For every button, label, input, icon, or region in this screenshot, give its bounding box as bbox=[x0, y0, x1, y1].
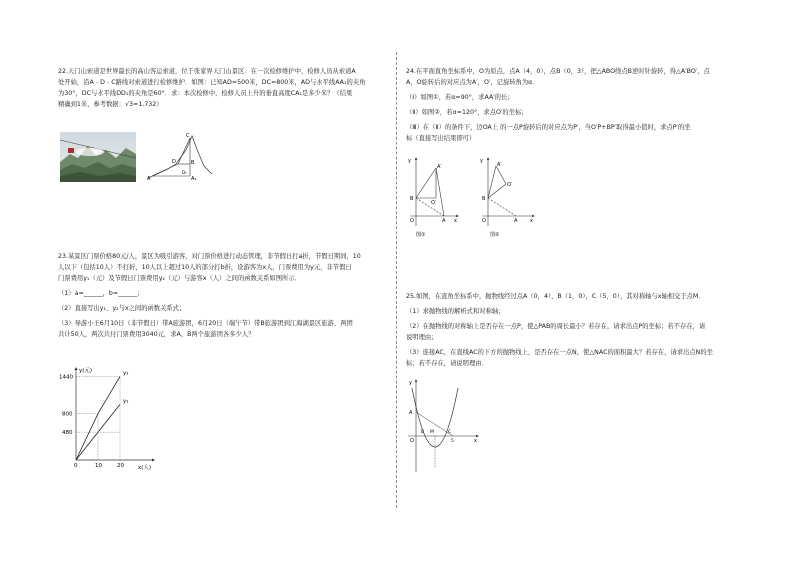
svg-text:C: C bbox=[186, 133, 190, 139]
svg-text:B: B bbox=[421, 430, 425, 435]
svg-text:B: B bbox=[191, 160, 195, 166]
x-axis-label: x(人) bbox=[138, 465, 152, 470]
q23-graph bbox=[58, 366, 158, 470]
q23-sub1: （1）a=______，b=______； bbox=[58, 290, 144, 297]
series-label-y2: y₂ bbox=[123, 370, 129, 377]
svg-text:B: B bbox=[482, 196, 486, 202]
svg-text:A: A bbox=[514, 218, 518, 224]
x-tick-20: 20 bbox=[117, 463, 124, 469]
q24-sub1: （Ⅰ）如图①，若α=90°，求AA′的长； bbox=[406, 94, 514, 101]
q24-line2: A，O旋转后的对应点为A′，O′，记旋转角为α． bbox=[406, 79, 539, 86]
svg-text:y: y bbox=[409, 380, 412, 386]
svg-text:y: y bbox=[480, 158, 483, 164]
svg-text:A₁: A₁ bbox=[191, 176, 197, 182]
svg-text:O: O bbox=[410, 218, 414, 224]
svg-text:x: x bbox=[474, 438, 477, 444]
q25-sub3b: 标；若不存在，请说明理由． bbox=[406, 360, 488, 367]
q25-sub2b: 说明理由； bbox=[406, 334, 438, 341]
q23-sub3: （3）导游小王6月10日（非节假日）带A旅游团，6月20日（端午节）带B旅游团到江海湖景区旅游，两团 bbox=[58, 320, 353, 327]
x-tick-10: 10 bbox=[95, 463, 102, 469]
q22-line4: 精确到1米，参考数据：√3≈1.732） bbox=[58, 101, 163, 108]
q24-figure-1 bbox=[406, 156, 460, 240]
q22-line1: 22.天门山索道是世界最长的高山客运索道，位于张家界天门山景区．在一次检修维护中，检修人员从索道A bbox=[58, 68, 356, 75]
svg-text:O′: O′ bbox=[507, 182, 513, 188]
svg-text:A′: A′ bbox=[437, 164, 442, 170]
x-tick-0: 0 bbox=[74, 463, 78, 469]
y-tick-480: 480 bbox=[62, 430, 73, 437]
svg-text:A: A bbox=[442, 218, 446, 224]
q25-sub3: （3）连接AC，在直线AC的下方的抛物线上，是否存在一点N，使△NAC的面积最大？若存在，请求出点N的坐 bbox=[406, 349, 713, 356]
question-22 bbox=[58, 66, 380, 110]
svg-text:D₁: D₁ bbox=[182, 170, 187, 175]
question-25 bbox=[406, 291, 746, 369]
q23-line3: 门票费用y₁（元）及节假日门票费用y₂（元）与游客x（人）之间的函数关系如图所示． bbox=[58, 275, 301, 282]
q25-sub1: （1）求抛物线的解析式和对称轴； bbox=[406, 308, 505, 315]
q22-line3: 为30°，DC与水平线DD₁的夹角是60°．求：本次检修中，检修人员上升的垂直高度CA₁是多少米？（结果 bbox=[58, 90, 353, 97]
svg-text:5: 5 bbox=[451, 439, 454, 444]
q25-sub2: （2）在抛物线的对称轴上是否存在一点P，使△PAB的周长最小？若存在，请求出点P的坐标；若不存在，请 bbox=[406, 323, 706, 330]
cable-car-photo bbox=[60, 132, 136, 182]
fig2-caption: 图② bbox=[490, 232, 500, 238]
q23-sub4: 共计50人，两次共付门票费用3040元，求A、B两个旅游团各多少人？ bbox=[58, 331, 255, 338]
svg-text:C: C bbox=[448, 430, 452, 435]
svg-text:A′: A′ bbox=[497, 162, 502, 168]
q23-line1: 23.某景区门票价格80元/人，景区为吸引游客，对门票价格进行动态管理，非节假日打a折，节假日期间，10 bbox=[58, 253, 361, 260]
series-label-y1: y₁ bbox=[123, 398, 129, 405]
q22-diagram bbox=[146, 130, 214, 186]
svg-text:A: A bbox=[409, 410, 413, 416]
q24-line1: 24.在平面直角坐标系中，O为原点，点A（4，0），点B（0，3），把△ABO绕点B逆时针旋转，得△A′BO′，点 bbox=[406, 68, 710, 75]
y-tick-800: 800 bbox=[62, 411, 73, 418]
q22-line2: 处开始，沿A﹣D﹣C路线对索道进行检修维护．如图：已知AD=500米，DC=800米，AD与水平线AA₁的夹角 bbox=[58, 79, 366, 86]
svg-text:O′: O′ bbox=[431, 200, 437, 206]
y-axis-label: y(元) bbox=[79, 368, 93, 374]
svg-text:O: O bbox=[410, 438, 414, 444]
q23-line2: 人以下（包括10人）不打折，10人以上超过10人的部分打b折，设游客为x人，门票费用为y元，非节假日 bbox=[58, 264, 352, 271]
svg-text:D: D bbox=[172, 159, 176, 165]
q24-sub3: （Ⅲ）在（Ⅱ）的条件下，边OA上 的一点P旋转后的对应点为P′，当O′P+BP′取得最小值时，求点P′的坐 bbox=[406, 124, 691, 131]
svg-text:A: A bbox=[147, 176, 151, 182]
svg-text:O: O bbox=[482, 218, 486, 224]
q24-sub4: 标（直接写出结果即可） bbox=[406, 135, 476, 142]
svg-text:x: x bbox=[454, 218, 457, 224]
svg-text:M: M bbox=[430, 430, 434, 435]
question-24 bbox=[406, 66, 746, 144]
question-23 bbox=[58, 251, 380, 340]
svg-text:y: y bbox=[408, 158, 411, 164]
y-tick-1440: 1440 bbox=[59, 374, 73, 381]
svg-text:B: B bbox=[410, 196, 414, 202]
q25-parabola-figure bbox=[406, 378, 482, 474]
column-divider bbox=[396, 52, 397, 508]
q23-sub2: （2）直接写出y₁、y₂与x之间的函数关系式； bbox=[58, 305, 186, 312]
q25-line1: 25.如图，在直角坐标系中，抛物线经过点A（0，4），B（1，0），C（5，0），其对称轴与x轴相交于点M． bbox=[406, 293, 705, 300]
svg-text:x: x bbox=[530, 218, 533, 224]
q24-figure-2 bbox=[478, 156, 538, 240]
fig1-caption: 图① bbox=[416, 232, 426, 238]
q24-sub2: （Ⅱ）如图②，若α=120°，求点O′的坐标； bbox=[406, 109, 528, 116]
